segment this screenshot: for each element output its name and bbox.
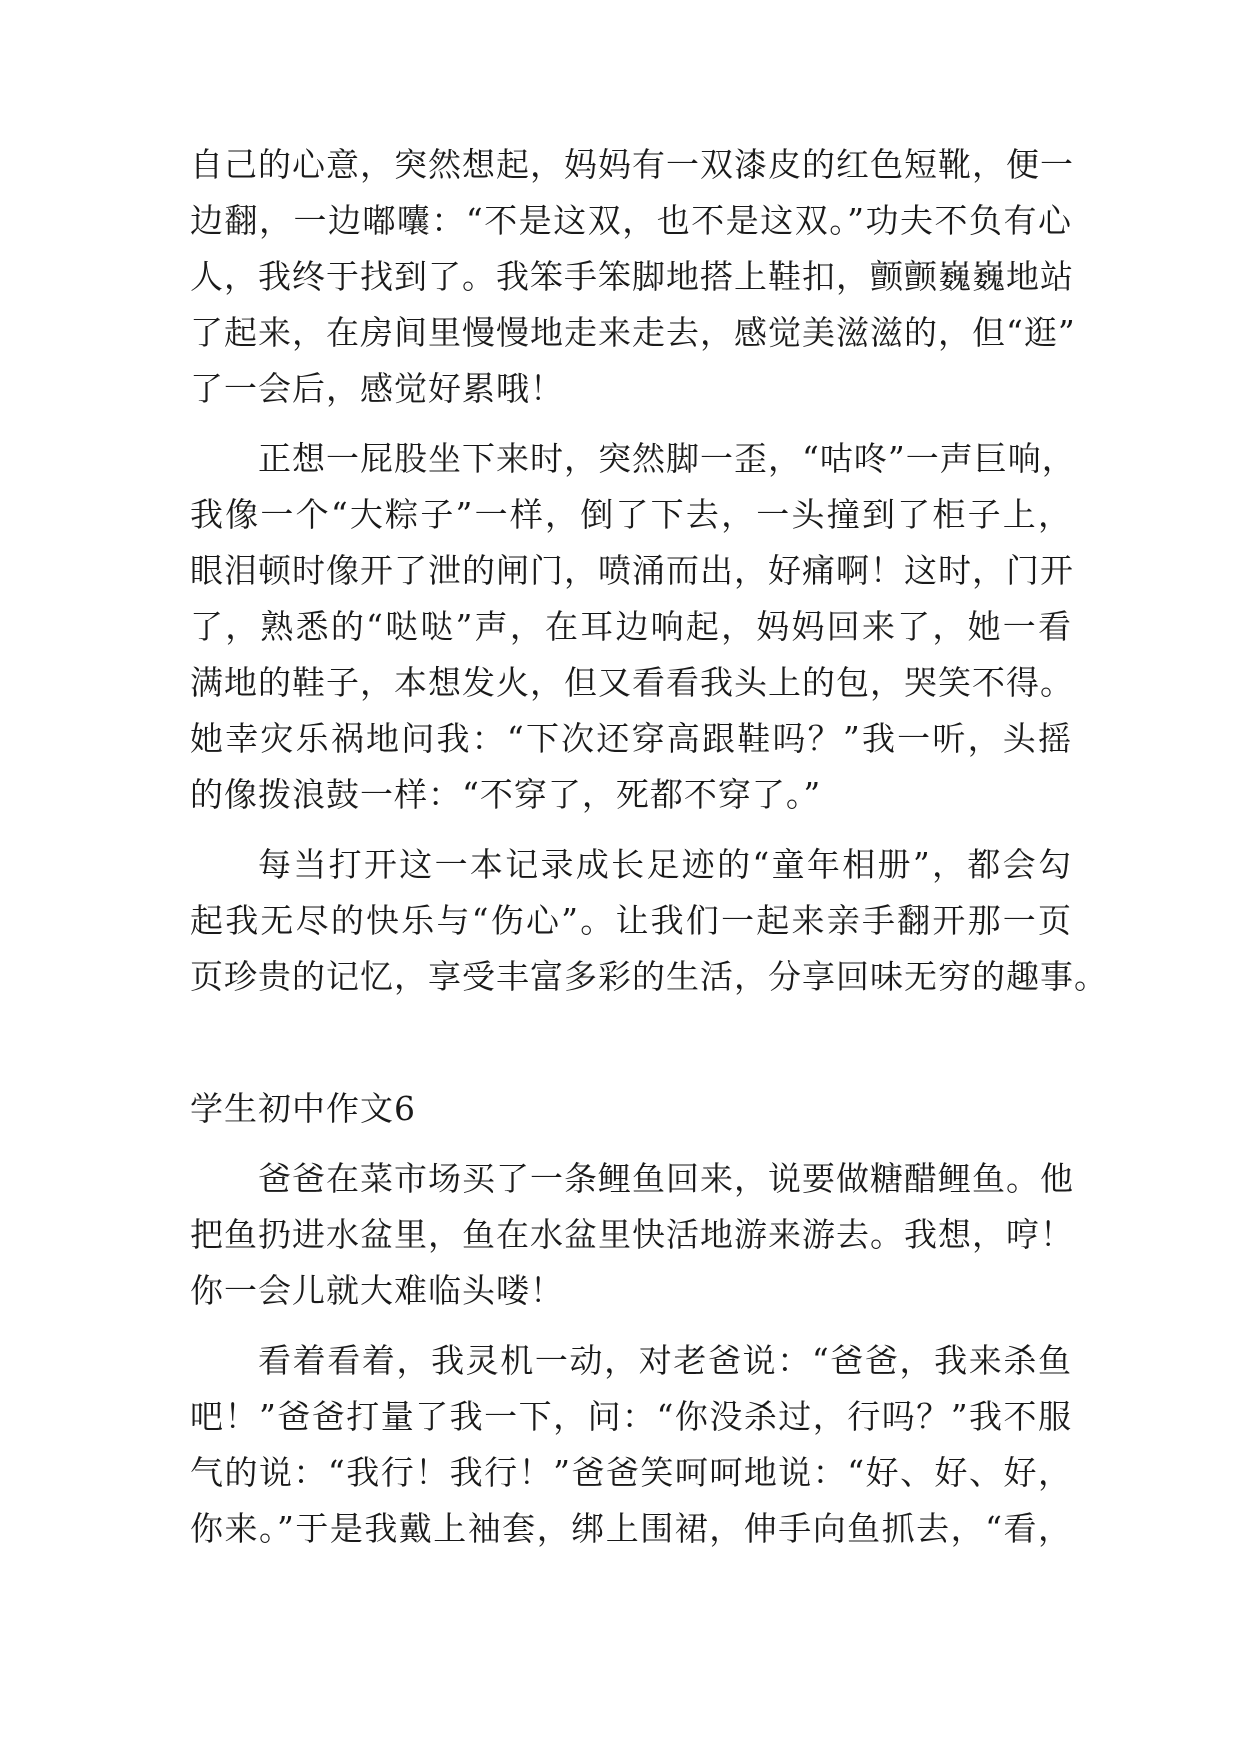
paragraph-first-line: 爸爸在菜市场买了一条鲤鱼回来，说要做糖醋鲤鱼。他: [258, 1159, 1074, 1198]
paragraph-first-line: 看着看着，我灵机一动，对老爸说：“爸爸，我来杀鱼: [258, 1341, 1072, 1380]
paragraph-first-line: 每当打开这一本记录成长足迹的“童年相册”，都会勾: [258, 845, 1072, 884]
text-line: 页珍贵的记忆，享受丰富多彩的生活，分享回味无穷的趣事。: [190, 957, 1108, 996]
text-line: 自己的心意，突然想起，妈妈有一双漆皮的红色短靴，便一: [190, 145, 1074, 184]
text-line: 起我无尽的快乐与“伤心”。让我们一起来亲手翻开那一页: [190, 901, 1072, 940]
text-line: 满地的鞋子，本想发火，但又看看我头上的包，哭笑不得。: [190, 663, 1074, 702]
text-line: 我像一个“大粽子”一样，倒了下去，一头撞到了柜子上，: [190, 495, 1072, 534]
text-line: 了一会后，感觉好累哦！: [190, 369, 564, 408]
text-line: 了，熟悉的“哒哒”声，在耳边响起，妈妈回来了，她一看: [190, 607, 1072, 646]
section-heading: 学生初中作文6: [190, 1089, 416, 1128]
text-line: 把鱼扔进水盆里，鱼在水盆里快活地游来游去。我想，哼！: [190, 1215, 1074, 1254]
text-line: 吧！”爸爸打量了我一下，问：“你没杀过，行吗？”我不服: [190, 1397, 1072, 1436]
text-line: 你来。”于是我戴上袖套，绑上围裙，伸手向鱼抓去，“看，: [190, 1509, 1072, 1548]
text-line: 她幸灾乐祸地问我：“下次还穿高跟鞋吗？”我一听，头摇: [190, 719, 1072, 758]
text-line: 的像拨浪鼓一样：“不穿了，死都不穿了。”: [190, 775, 822, 814]
text-line: 了起来，在房间里慢慢地走来走去，感觉美滋滋的，但“逛”: [190, 313, 1076, 352]
text-line: 你一会儿就大难临头喽！: [190, 1271, 564, 1310]
text-line: 眼泪顿时像开了泄的闸门，喷涌而出，好痛啊！这时，门开: [190, 551, 1074, 590]
text-line: 边翻，一边嘟囔：“不是这双，也不是这双。”功夫不负有心: [190, 201, 1072, 240]
text-line: 人，我终于找到了。我笨手笨脚地搭上鞋扣，颤颤巍巍地站: [190, 257, 1074, 296]
text-line: 气的说：“我行！我行！”爸爸笑呵呵地说：“好、好、好，: [190, 1453, 1072, 1492]
paragraph-first-line: 正想一屁股坐下来时，突然脚一歪，“咕咚”一声巨响，: [258, 439, 1076, 478]
